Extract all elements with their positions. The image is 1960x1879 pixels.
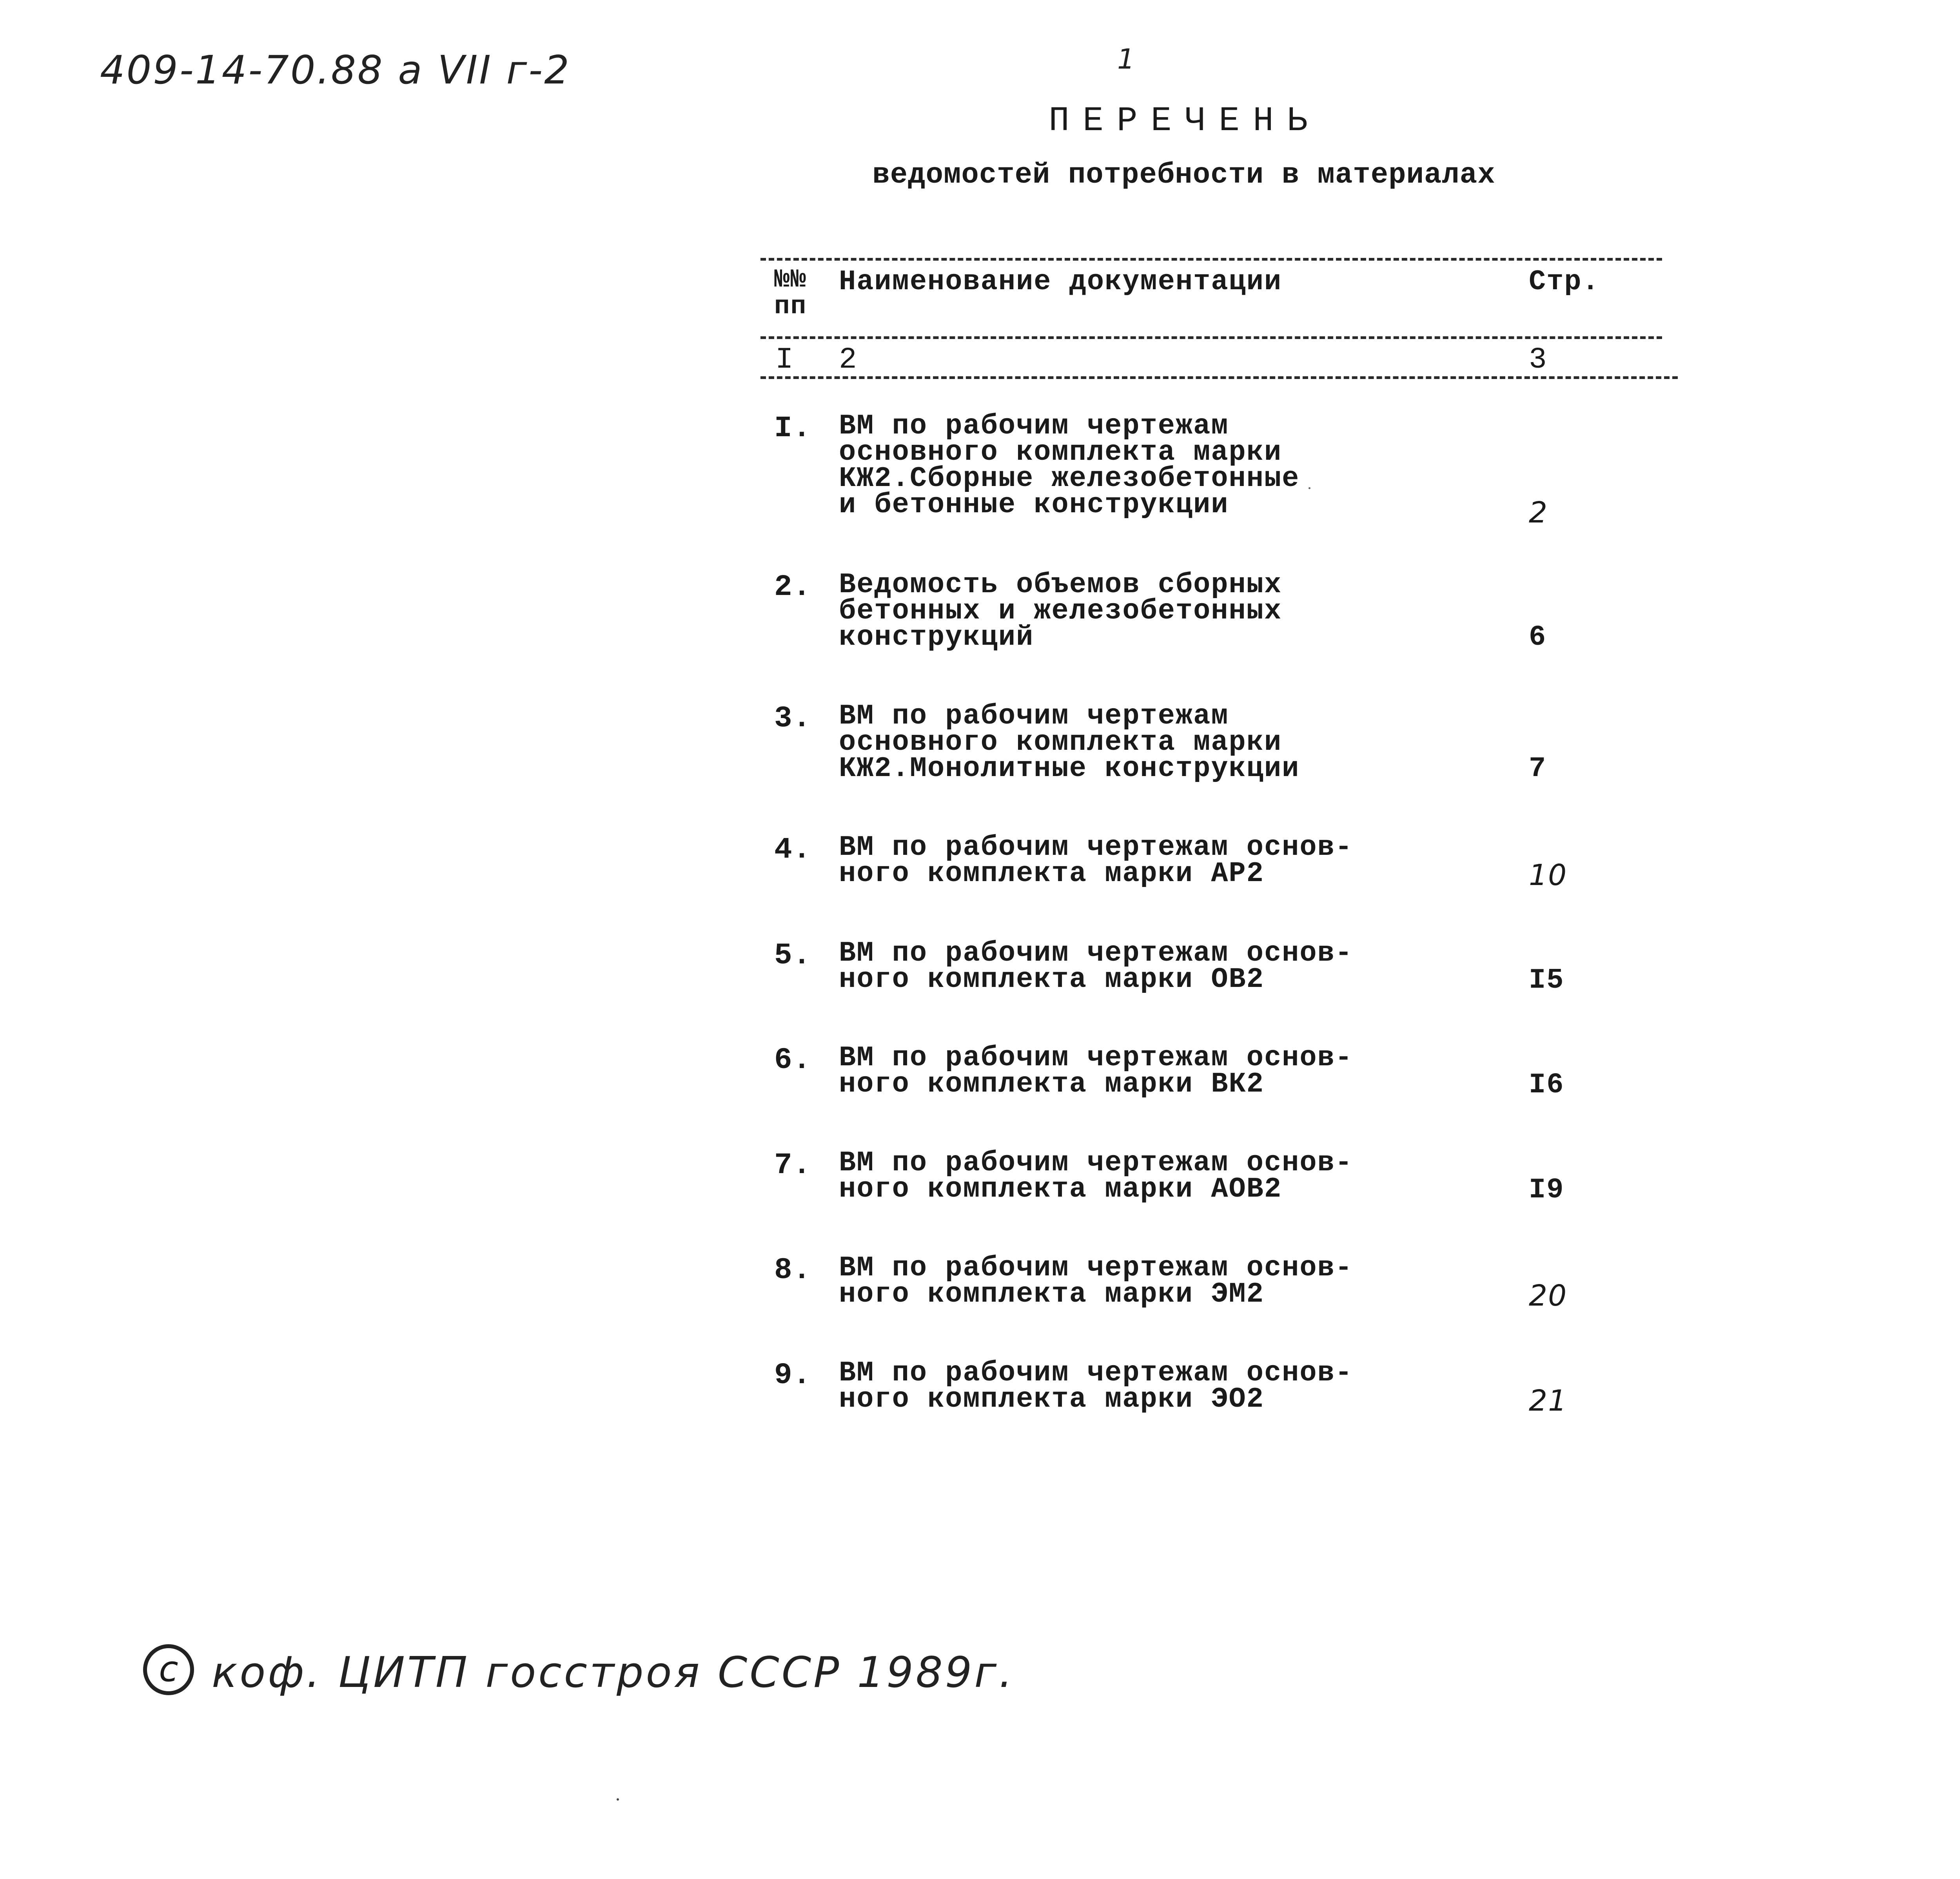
row-text-line: КЖ2.Монолитные конструкции	[839, 753, 1300, 785]
row-page-number: 20	[1529, 1279, 1568, 1313]
row-text-line: ного комплекта марки ЭМ2	[839, 1278, 1264, 1310]
document-title: ПЕРЕЧЕНЬ	[1049, 102, 1321, 141]
row-text-line: ВМ по рабочим чертежам основ-	[839, 1357, 1353, 1389]
row-text-line: ВМ по рабочим чертежам	[839, 700, 1229, 732]
row-number: 5.	[774, 939, 812, 972]
row-text-line: ВМ по рабочим чертежам	[839, 410, 1229, 442]
row-page-number: I6	[1529, 1069, 1564, 1101]
row-text-line: ного комплекта марки ВК2	[839, 1068, 1264, 1100]
row-number: 9.	[774, 1358, 812, 1392]
column-header-name: Наименование документации	[839, 266, 1282, 298]
row-number: 7.	[774, 1148, 812, 1182]
row-document-name	[839, 569, 1282, 653]
row-document-name	[839, 1147, 1353, 1205]
row-number: 8.	[774, 1253, 812, 1287]
table-top-rule	[760, 258, 1662, 261]
table-numbering-rule	[760, 376, 1678, 379]
row-number: 4.	[774, 833, 812, 867]
row-page-number: 7	[1529, 753, 1547, 785]
row-document-name	[839, 1357, 1353, 1415]
row-document-name	[839, 831, 1353, 890]
row-number: 3.	[774, 702, 812, 735]
row-text-line: ного комплекта марки ЭО2	[839, 1383, 1264, 1415]
row-text-line: ВМ по рабочим чертежам основ-	[839, 831, 1353, 863]
row-document-name	[839, 1042, 1353, 1100]
page-number: 1	[1117, 43, 1135, 75]
column-header-number: №№ пп	[774, 265, 807, 321]
row-number: 2.	[774, 570, 812, 604]
copyright-icon: с	[143, 1644, 194, 1695]
row-document-name	[839, 410, 1300, 521]
row-page-number: 2	[1529, 496, 1548, 530]
row-document-name	[839, 937, 1353, 996]
row-text-line: ного комплекта марки АОВ2	[839, 1173, 1282, 1205]
table-header-rule	[760, 336, 1662, 339]
row-page-number: I9	[1529, 1174, 1564, 1206]
row-text-line: основного комплекта марки	[839, 726, 1282, 758]
row-document-name	[839, 700, 1300, 785]
row-page-number: I5	[1529, 964, 1564, 996]
row-text-line: ного комплекта марки АР2	[839, 858, 1264, 890]
row-text-line: ВМ по рабочим чертежам основ-	[839, 1252, 1353, 1284]
row-text-line: и бетонные конструкции	[839, 489, 1229, 521]
row-number: I.	[774, 412, 812, 445]
copyright-note: коф. ЦИТП госстроя СССР 1989г.	[212, 1648, 1015, 1697]
column-number-3: 3	[1529, 343, 1548, 377]
row-text-line: Ведомость объемов сборных	[839, 569, 1282, 601]
row-number: 6.	[774, 1043, 812, 1077]
row-text-line: конструкций	[839, 621, 1034, 653]
row-document-name	[839, 1252, 1353, 1310]
speck	[1308, 487, 1310, 489]
column-number-2: 2	[839, 343, 858, 377]
row-text-line: основного комплекта марки	[839, 436, 1282, 468]
row-text-line: ВМ по рабочим чертежам основ-	[839, 937, 1353, 969]
row-text-line: ВМ по рабочим чертежам основ-	[839, 1042, 1353, 1074]
column-number-1: I	[775, 343, 794, 377]
document-subtitle: ведомостей потребности в материалах	[872, 159, 1495, 192]
row-page-number: 10	[1529, 858, 1568, 892]
row-text-line: бетонных и железобетонных	[839, 595, 1282, 627]
row-page-number: 6	[1529, 621, 1547, 653]
row-text-line: ВМ по рабочим чертежам основ-	[839, 1147, 1353, 1179]
row-text-line: ного комплекта марки ОВ2	[839, 963, 1264, 996]
row-page-number: 21	[1529, 1384, 1568, 1418]
speck	[617, 1798, 619, 1801]
row-text-line: КЖ2.Сборные железобетонные	[839, 462, 1300, 495]
column-header-page: Стр.	[1529, 266, 1600, 298]
document-code: 409-14-70.88 а VII г-2	[100, 47, 571, 93]
